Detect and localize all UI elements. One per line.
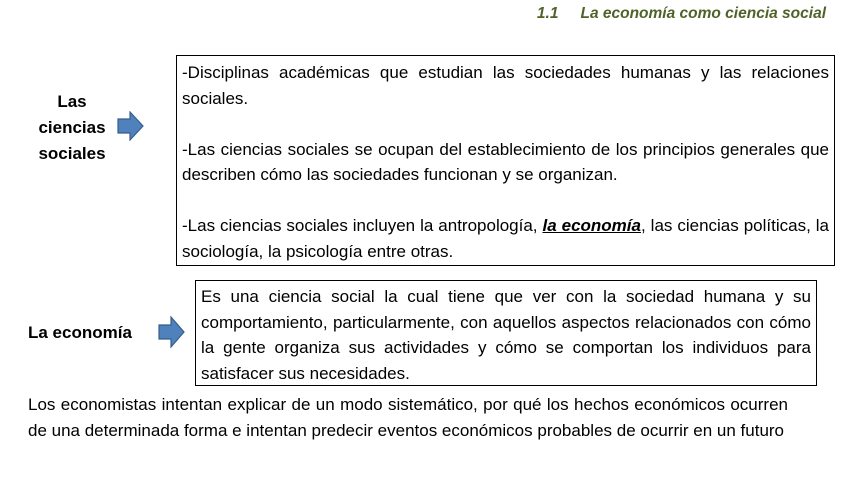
section-number: 1.1 [536, 5, 559, 22]
right-arrow-icon [158, 316, 185, 348]
ciencias-sociales-box [176, 55, 835, 266]
ciencias-paragraph-3 [182, 213, 829, 264]
ciencias-label-line1: Las [57, 92, 87, 111]
economia-definition-box [195, 280, 817, 386]
ciencias-label-line3: sociales [38, 144, 106, 163]
economists-paragraph: Los economistas intentan explicar de un modo sistemático, por qué los hechos económicos ocurren de una determinada forma e intentan predecir eventos económicos probables de ocurrir en un futuro [28, 395, 788, 440]
economia-emphasis: la economía [542, 216, 641, 235]
economia-definition: Es una ciencia social la cual tiene que ver con la sociedad humana y su comportamiento, particularmente, con aquellos aspectos relacionados con cómo la gente organiza sus actividades y cómo se comportan los individuos para satisfacer sus necesidades. [201, 287, 811, 383]
ciencias-paragraph-3-end: , las ciencias políticas, la sociología, la psicología entre otras. [182, 216, 829, 261]
ciencias-sociales-label [28, 89, 116, 167]
ciencias-label-line2: ciencias [38, 118, 106, 137]
section-title: La economía como ciencia social [580, 5, 826, 22]
economia-label: La economía [28, 323, 132, 342]
ciencias-paragraph-1: -Disciplinas académicas que estudian las sociedades humanas y las relaciones sociales. [182, 63, 829, 108]
ciencias-paragraph-3-start: -Las ciencias sociales incluyen la antropología, [182, 216, 543, 235]
ciencias-paragraph-2: -Las ciencias sociales se ocupan del establecimiento de los principios generales que describen cómo las sociedades funcionan y se organizan. [182, 139, 829, 184]
right-arrow-icon [117, 111, 144, 141]
section-heading [537, 5, 826, 23]
